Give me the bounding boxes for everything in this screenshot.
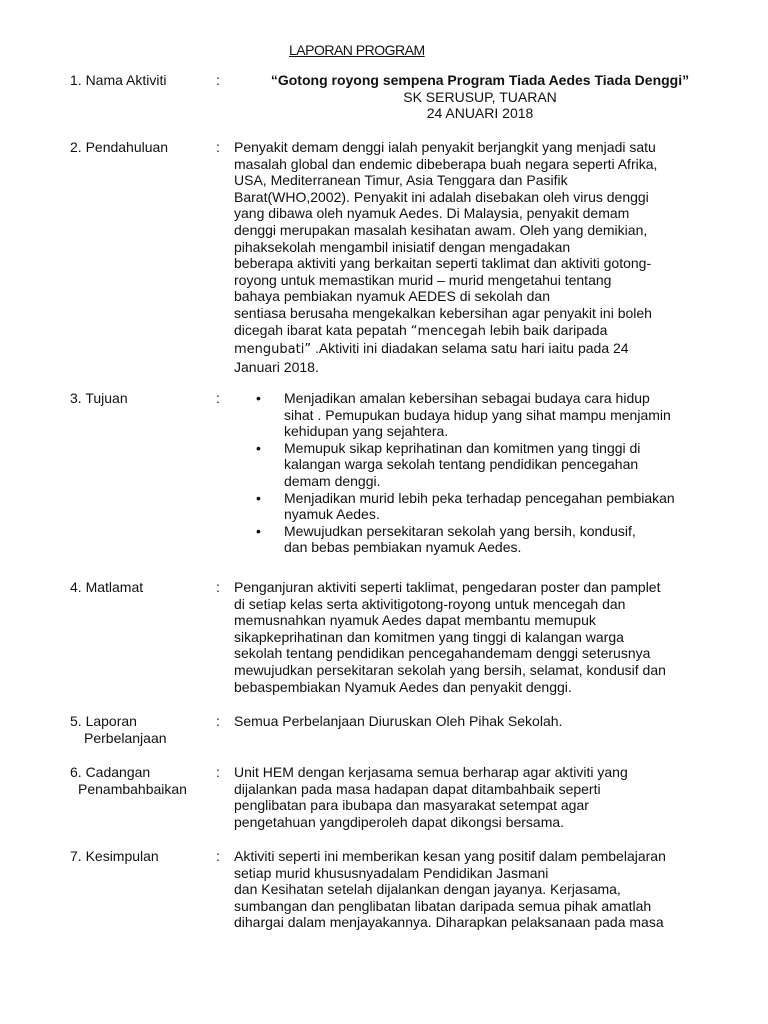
colon: :	[216, 72, 220, 88]
paragraph-line: dijalankan pada masa hadapan dapat ditambahbaik seperti	[234, 780, 601, 797]
paragraph-line: bebaspembiakan Nyamuk Aedes dan penyakit denggi.	[234, 678, 572, 695]
item-line: Memupuk sikap keprihatinan dan komitmen yang tinggi di	[284, 439, 641, 456]
colon: :	[216, 848, 220, 864]
paragraph-line: denggi merupakan masalah kesihatan awam. Oleh yang demikian,	[234, 221, 648, 238]
text-run: lebih baik daripada	[485, 321, 608, 338]
paragraph-line	[234, 322, 724, 341]
paragraph-line: Januari 2018.	[234, 358, 319, 375]
paragraph-line: sentiasa berusaha mengekalkan kebersihan agar penyakit ini boleh	[234, 304, 652, 321]
quote-run: mengubati”	[234, 342, 312, 358]
document-title: LAPORAN PROGRAM	[289, 42, 425, 58]
paragraph-line: sumbangan dan penglibatan libatan daripada semua pihak amatlah	[234, 897, 652, 914]
paragraph-line: Aktiviti seperti ini memberikan kesan yang positif dalam pembelajaran	[234, 848, 666, 864]
section-label: 2. Pendahuluan	[70, 139, 169, 155]
paragraph-line: penglibatan para ibubapa dan masyarakat setempat agar	[234, 797, 589, 814]
bullet-icon: •	[256, 522, 261, 539]
section-label: 3. Tujuan	[70, 390, 128, 406]
section-label: 1. Nama Aktiviti	[70, 72, 167, 88]
paragraph-line: mewujudkan persekitaran sekolah yang bersih, selamat, kondusif dan	[234, 661, 666, 678]
colon: :	[216, 139, 220, 155]
section-label	[70, 764, 210, 797]
label-line: Penambahbaikan	[78, 780, 187, 797]
label-line: 6. Cadangan	[70, 764, 151, 780]
paragraph-line: setiap murid khususnyadalam Pendidikan Jasmani	[234, 864, 549, 881]
paragraph-line: dihargai dalam menjayakannya. Diharapkan pelaksanaan pada masa	[234, 914, 664, 931]
paragraph-line: memusnahkan nyamuk Aedes dapat membantu memupuk	[234, 612, 596, 629]
paragraph-line: beberapa aktiviti yang berkaitan seperti taklimat dan aktiviti gotong-	[234, 255, 652, 272]
item-line: nyamuk Aedes.	[284, 506, 380, 523]
item-line: sihat . Pemupukan budaya hidup yang sihat mampu menjamin	[284, 406, 671, 423]
paragraph-line	[234, 340, 724, 359]
school-name: SK SERUSUP, TUARAN	[403, 88, 557, 105]
activity-name: “Gotong royong sempena Program Tiada Aedes Tiada Denggi”	[270, 72, 690, 88]
section-label: 4. Matlamat	[70, 579, 144, 595]
paragraph-line: dan Kesihatan setelah dijalankan dengan jayanya. Kerjasama,	[234, 881, 621, 898]
label-line: Perbelanjaan	[84, 729, 167, 746]
colon: :	[216, 764, 220, 780]
section-body	[234, 848, 724, 931]
label-line: 5. Laporan	[70, 713, 137, 729]
section-body	[234, 139, 724, 375]
list-item	[234, 440, 734, 490]
section-label	[70, 713, 210, 746]
section-body	[234, 764, 724, 830]
item-line: Mewujudkan persekitaran sekolah yang bersih, kondusif,	[284, 522, 636, 539]
list-item	[234, 390, 734, 440]
paragraph-line: di setiap kelas serta aktivitigotong-royong untuk mencegah dan	[234, 595, 626, 612]
bullet-icon: •	[256, 390, 261, 406]
paragraph-line: pihaksekolah mengambil inisiatif dengan mengadakan	[234, 238, 571, 255]
paragraph-line: Barat(WHO,2002). Penyakit ini adalah disebakan oleh virus denggi	[234, 188, 649, 205]
text-run: .Aktiviti ini diadakan selama satu hari iaitu pada 24	[311, 340, 629, 357]
list-item	[234, 490, 734, 523]
quote-run: “mencegah	[410, 323, 486, 339]
list-item	[234, 523, 734, 556]
paragraph-line: yang dibawa oleh nyamuk Aedes. Di Malaysia, penyakit demam	[234, 205, 630, 222]
paragraph-line: masalah global dan endemic dibeberapa buah negara seperti Afrika,	[234, 155, 658, 172]
colon: :	[216, 579, 220, 595]
section-label: 7. Kesimpulan	[70, 848, 159, 864]
objectives-list	[234, 390, 734, 556]
item-line: dan bebas pembiakan nyamuk Aedes.	[284, 539, 522, 556]
item-line: kehidupan yang sejahtera.	[284, 423, 449, 440]
bullet-icon: •	[256, 489, 261, 506]
section-body	[234, 713, 724, 730]
item-line: Menjadikan amalan kebersihan sebagai budaya cara hidup	[284, 390, 650, 406]
paragraph-line: sikapkeprihatinan dan komitmen yang tinggi di kalangan warga	[234, 628, 624, 645]
activity-date: 24 ANUARI 2018	[426, 105, 534, 122]
colon: :	[216, 713, 220, 729]
paragraph-line: USA, Mediterranean Timur, Asia Tenggara dan Pasifik	[234, 172, 568, 189]
section-body	[234, 579, 724, 695]
text-run: dicegah ibarat kata pepatah	[234, 321, 411, 338]
paragraph-line: Unit HEM dengan kerjasama semua berharap agar aktiviti yang	[234, 764, 628, 780]
item-line: demam denggi.	[284, 472, 381, 489]
paragraph-line: Semua Perbelanjaan Diuruskan Oleh Pihak Sekolah.	[234, 713, 563, 729]
paragraph-line: Penyakit demam denggi ialah penyakit berjangkit yang menjadi satu	[234, 139, 656, 155]
paragraph-line: Penganjuran aktiviti seperti taklimat, pengedaran poster dan pamplet	[234, 579, 661, 595]
item-line: Menjadikan murid lebih peka terhadap pencegahan pembiakan	[284, 489, 675, 506]
paragraph-line: bahaya pembiakan nyamuk AEDES di sekolah dan	[234, 288, 550, 305]
activity-info	[240, 72, 720, 122]
paragraph-line: pengetahuan yangdiperoleh dapat dikongsi bersama.	[234, 813, 565, 830]
bullet-icon: •	[256, 439, 261, 456]
item-line: kalangan warga sekolah tentang pendidikan pencegahan	[284, 456, 639, 473]
paragraph-line: royong untuk memastikan murid – murid mengetahui tentang	[234, 271, 612, 288]
paragraph-line: sekolah tentang pendidikan pencegahandemam denggi seterusnya	[234, 645, 651, 662]
colon: :	[216, 390, 220, 406]
section-body	[234, 390, 734, 556]
